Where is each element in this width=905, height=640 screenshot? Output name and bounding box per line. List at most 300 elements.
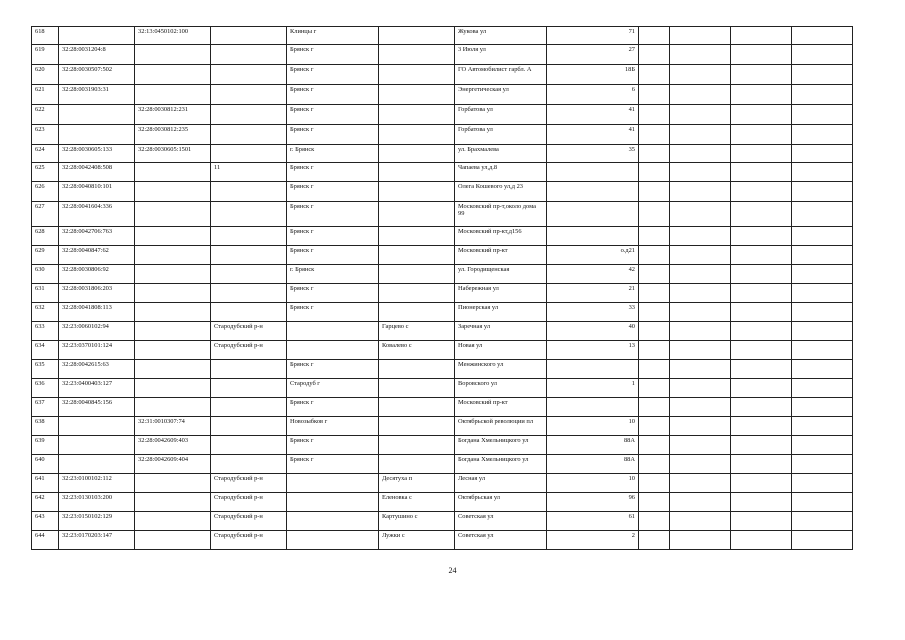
table-cell-empty — [639, 474, 670, 493]
table-cell: 619 — [32, 45, 59, 65]
table-cell-empty — [792, 182, 853, 202]
table-cell — [211, 227, 287, 246]
table-cell: г. Брянск — [287, 265, 379, 284]
table-cell-empty — [792, 125, 853, 145]
table-cell-empty — [670, 303, 731, 322]
table-cell: 88А — [547, 436, 639, 455]
table-cell: 32:28:0031204:8 — [59, 45, 135, 65]
table-cell-empty — [639, 341, 670, 360]
table-cell-empty — [792, 341, 853, 360]
table-cell — [547, 202, 639, 227]
table-cell — [287, 474, 379, 493]
table-cell-empty — [731, 512, 792, 531]
table-cell-empty — [792, 493, 853, 512]
table-cell: 625 — [32, 163, 59, 182]
table-cell: Брянск г — [287, 398, 379, 417]
table-cell: Стародубский р-н — [211, 493, 287, 512]
table-cell — [211, 455, 287, 474]
table-cell: 32:23:0060102:94 — [59, 322, 135, 341]
table-row — [32, 474, 853, 493]
table-cell: 644 — [32, 531, 59, 550]
table-cell: Заречная ул — [455, 322, 547, 341]
table-cell: Брянск г — [287, 303, 379, 322]
table-cell: 42 — [547, 265, 639, 284]
table-cell-empty — [792, 284, 853, 303]
table-cell: Брянск г — [287, 163, 379, 182]
table-cell: 41 — [547, 125, 639, 145]
table-cell: 624 — [32, 145, 59, 163]
table-cell — [379, 360, 455, 379]
table-cell: Стародубский р-н — [211, 474, 287, 493]
table-cell-empty — [670, 125, 731, 145]
table-cell: Брянск г — [287, 202, 379, 227]
table-cell: Стародубский р-н — [211, 322, 287, 341]
table-cell-empty — [731, 85, 792, 105]
table-cell-empty — [639, 379, 670, 398]
table-cell — [211, 303, 287, 322]
table-cell — [379, 105, 455, 125]
table-cell: 32:28:0040810:101 — [59, 182, 135, 202]
table-cell: Стародуб г — [287, 379, 379, 398]
table-cell: Новая ул — [455, 341, 547, 360]
table-cell — [379, 455, 455, 474]
table-cell: Жукова ул — [455, 27, 547, 45]
table-cell: 32:28:0041604:336 — [59, 202, 135, 227]
table-cell-empty — [670, 182, 731, 202]
table-cell: Брянск г — [287, 85, 379, 105]
table-cell: 41 — [547, 105, 639, 125]
table-cell — [135, 246, 211, 265]
table-cell: Горбатова ул — [455, 105, 547, 125]
table-cell — [547, 398, 639, 417]
table-cell — [135, 202, 211, 227]
table-row — [32, 105, 853, 125]
table-cell: 640 — [32, 455, 59, 474]
table-cell: 32:28:0042408:508 — [59, 163, 135, 182]
table-cell-empty — [792, 379, 853, 398]
table-cell: 21 — [547, 284, 639, 303]
table-row — [32, 398, 853, 417]
table-cell: 32:28:0031903:31 — [59, 85, 135, 105]
table-cell: 32:31:0010307:74 — [135, 417, 211, 436]
table-cell-empty — [639, 125, 670, 145]
table-row — [32, 145, 853, 163]
table-cell-empty — [792, 512, 853, 531]
table-cell: 32:13:0450102:100 — [135, 27, 211, 45]
table-cell — [379, 85, 455, 105]
table-cell: Горбатова ул — [455, 125, 547, 145]
table-cell-empty — [639, 145, 670, 163]
table-cell — [135, 474, 211, 493]
table-cell-empty — [731, 202, 792, 227]
table-cell — [547, 182, 639, 202]
table-cell — [59, 27, 135, 45]
table-row — [32, 202, 853, 227]
table-cell — [379, 303, 455, 322]
table-cell-empty — [731, 455, 792, 474]
table-cell-empty — [670, 27, 731, 45]
table-cell: 32:28:0030812:235 — [135, 125, 211, 145]
table-cell-empty — [792, 322, 853, 341]
table-cell-empty — [792, 105, 853, 125]
table-cell-empty — [792, 455, 853, 474]
table-cell — [135, 227, 211, 246]
table-cell: Брянск г — [287, 125, 379, 145]
table-cell-empty — [731, 303, 792, 322]
table-cell: Московский пр-кт — [455, 398, 547, 417]
table-cell: 631 — [32, 284, 59, 303]
table-cell — [287, 493, 379, 512]
table-cell: Московский пр-кт,д156 — [455, 227, 547, 246]
table-cell: 621 — [32, 85, 59, 105]
table-cell-empty — [731, 398, 792, 417]
table-cell-empty — [639, 105, 670, 125]
table-cell — [135, 45, 211, 65]
table-cell-empty — [731, 65, 792, 85]
table-cell: Октябрьская ул — [455, 493, 547, 512]
table-cell-empty — [670, 202, 731, 227]
table-cell-empty — [792, 85, 853, 105]
table-row — [32, 246, 853, 265]
table-cell: 629 — [32, 246, 59, 265]
table-cell-empty — [731, 27, 792, 45]
table-cell: Брянск г — [287, 227, 379, 246]
table-cell: 61 — [547, 512, 639, 531]
table-cell: 623 — [32, 125, 59, 145]
table-cell — [287, 341, 379, 360]
table-cell — [211, 246, 287, 265]
table-cell — [59, 125, 135, 145]
table-cell-empty — [639, 65, 670, 85]
table-cell-empty — [792, 202, 853, 227]
table-cell — [211, 417, 287, 436]
table-cell — [379, 436, 455, 455]
table-cell: 11 — [211, 163, 287, 182]
table-cell: Богдана Хмельницкого ул — [455, 436, 547, 455]
table-cell-empty — [670, 493, 731, 512]
table-cell — [379, 379, 455, 398]
table-cell — [135, 85, 211, 105]
table-cell: Картушино с — [379, 512, 455, 531]
table-cell — [59, 105, 135, 125]
table-cell-empty — [639, 417, 670, 436]
table-cell-empty — [792, 45, 853, 65]
table-cell: 1 — [547, 379, 639, 398]
table-cell — [379, 125, 455, 145]
table-cell: 620 — [32, 65, 59, 85]
table-cell — [547, 163, 639, 182]
table-cell-empty — [792, 398, 853, 417]
table-cell: 636 — [32, 379, 59, 398]
table-cell: Московский пр-т,около дома 99 — [455, 202, 547, 227]
table-cell: 32:28:0031806:203 — [59, 284, 135, 303]
table-cell: 622 — [32, 105, 59, 125]
table-cell — [135, 512, 211, 531]
table-cell: 633 — [32, 322, 59, 341]
table-cell: 32:28:0040845:156 — [59, 398, 135, 417]
table-cell: Брянск г — [287, 45, 379, 65]
table-cell-empty — [670, 360, 731, 379]
table-cell: ул. Брахмалева — [455, 145, 547, 163]
table-cell: 628 — [32, 227, 59, 246]
table-cell: Лужки с — [379, 531, 455, 550]
table-cell: Брянск г — [287, 455, 379, 474]
table-cell — [135, 398, 211, 417]
table-cell — [135, 379, 211, 398]
table-cell: 641 — [32, 474, 59, 493]
table-cell: Лесная ул — [455, 474, 547, 493]
table-row — [32, 303, 853, 322]
table-cell: 32:28:0042609:404 — [135, 455, 211, 474]
table-cell — [211, 379, 287, 398]
table-cell — [135, 493, 211, 512]
table-cell-empty — [639, 45, 670, 65]
table-cell — [59, 455, 135, 474]
table-row — [32, 379, 853, 398]
table-cell-empty — [639, 202, 670, 227]
table-cell: 3 Июля ул — [455, 45, 547, 65]
table-cell-empty — [639, 436, 670, 455]
table-cell: Клинцы г — [287, 27, 379, 45]
table-cell-empty — [639, 398, 670, 417]
table-cell-empty — [731, 322, 792, 341]
table-cell-empty — [639, 85, 670, 105]
table-cell — [379, 145, 455, 163]
table-cell — [211, 284, 287, 303]
table-cell-empty — [670, 284, 731, 303]
table-cell: Менжинского ул — [455, 360, 547, 379]
table-cell — [287, 531, 379, 550]
table-cell-empty — [731, 227, 792, 246]
table-row — [32, 436, 853, 455]
table-row — [32, 65, 853, 85]
table-cell — [379, 182, 455, 202]
table-cell-empty — [792, 531, 853, 550]
table-cell-empty — [731, 284, 792, 303]
table-row — [32, 163, 853, 182]
table-cell: Олега Кошевого ул,д 23 — [455, 182, 547, 202]
table-cell: 32:28:0030605:1501 — [135, 145, 211, 163]
table-cell — [135, 303, 211, 322]
table-cell-empty — [670, 436, 731, 455]
table-cell-empty — [731, 125, 792, 145]
table-cell-empty — [731, 379, 792, 398]
table-cell: 32:23:0170203:147 — [59, 531, 135, 550]
table-cell-empty — [639, 493, 670, 512]
table-cell — [211, 145, 287, 163]
table-cell-empty — [731, 145, 792, 163]
table-cell-empty — [670, 398, 731, 417]
table-row — [32, 45, 853, 65]
table-cell-empty — [731, 182, 792, 202]
table-row — [32, 417, 853, 436]
table-cell-empty — [670, 455, 731, 474]
table-cell: 32:23:0100102:112 — [59, 474, 135, 493]
table-cell-empty — [670, 265, 731, 284]
table-cell — [211, 27, 287, 45]
table-cell-empty — [670, 341, 731, 360]
table-row — [32, 85, 853, 105]
table-cell: Чапаева ул,д.8 — [455, 163, 547, 182]
table-row — [32, 125, 853, 145]
table-cell: 13 — [547, 341, 639, 360]
table-cell: 32:28:0042609:403 — [135, 436, 211, 455]
table-cell-empty — [731, 45, 792, 65]
table-cell: Новозыбков г — [287, 417, 379, 436]
table-row — [32, 27, 853, 45]
table-cell-empty — [670, 85, 731, 105]
table-cell: 630 — [32, 265, 59, 284]
table-cell — [211, 45, 287, 65]
table-cell — [211, 265, 287, 284]
table-cell: ул. Городищенская — [455, 265, 547, 284]
table-cell — [211, 398, 287, 417]
table-cell: Брянск г — [287, 436, 379, 455]
records-table — [31, 26, 853, 550]
table-cell: 32:28:0030605:133 — [59, 145, 135, 163]
page-number: 24 — [448, 566, 457, 575]
table-cell — [379, 202, 455, 227]
table-cell — [135, 531, 211, 550]
table-row — [32, 531, 853, 550]
table-cell-empty — [639, 182, 670, 202]
table-cell — [135, 284, 211, 303]
table-cell: Богдана Хмельницкого ул — [455, 455, 547, 474]
table-cell-empty — [792, 145, 853, 163]
table-cell-empty — [731, 265, 792, 284]
table-cell-empty — [731, 493, 792, 512]
table-cell: Ковалево с — [379, 341, 455, 360]
table-cell-empty — [731, 105, 792, 125]
table-cell — [379, 284, 455, 303]
table-cell: 642 — [32, 493, 59, 512]
table-cell-empty — [639, 265, 670, 284]
table-cell: 635 — [32, 360, 59, 379]
table-cell: 627 — [32, 202, 59, 227]
table-cell — [135, 322, 211, 341]
table-cell: Стародубский р-н — [211, 531, 287, 550]
table-row — [32, 182, 853, 202]
table-cell-empty — [639, 246, 670, 265]
table-cell: 2 — [547, 531, 639, 550]
table-cell-empty — [731, 246, 792, 265]
table-cell-empty — [731, 474, 792, 493]
table-cell-empty — [731, 417, 792, 436]
table-cell-empty — [639, 512, 670, 531]
table-cell — [211, 105, 287, 125]
table-cell-empty — [731, 436, 792, 455]
table-cell: 643 — [32, 512, 59, 531]
table-cell-empty — [670, 417, 731, 436]
table-row — [32, 227, 853, 246]
table-cell: 638 — [32, 417, 59, 436]
table-cell-empty — [670, 474, 731, 493]
table-cell-empty — [639, 284, 670, 303]
table-cell-empty — [639, 27, 670, 45]
table-cell-empty — [731, 163, 792, 182]
table-cell-empty — [792, 436, 853, 455]
table-cell-empty — [792, 417, 853, 436]
table-row — [32, 265, 853, 284]
table-cell-empty — [639, 455, 670, 474]
table-cell-empty — [670, 246, 731, 265]
table-cell-empty — [792, 163, 853, 182]
table-cell — [379, 27, 455, 45]
table-cell-empty — [792, 474, 853, 493]
table-cell — [379, 265, 455, 284]
table-cell-empty — [670, 145, 731, 163]
table-cell: Воровского ул — [455, 379, 547, 398]
table-cell-empty — [670, 163, 731, 182]
table-cell: 32:23:0150102:129 — [59, 512, 135, 531]
table-cell — [287, 512, 379, 531]
table-cell: Брянск г — [287, 105, 379, 125]
table-cell-empty — [670, 531, 731, 550]
table-row — [32, 512, 853, 531]
table-cell: Гарцево с — [379, 322, 455, 341]
table-cell — [379, 246, 455, 265]
table-cell: Энергетическая ул — [455, 85, 547, 105]
table-cell-empty — [639, 303, 670, 322]
table-cell: ГО Автомобилист гарбл. А — [455, 65, 547, 85]
table-cell — [59, 417, 135, 436]
table-cell: Пионерская ул — [455, 303, 547, 322]
table-cell: 32:23:0370101:124 — [59, 341, 135, 360]
table-cell — [211, 125, 287, 145]
table-cell: 40 — [547, 322, 639, 341]
table-cell: г. Брянск — [287, 145, 379, 163]
table-cell: 10 — [547, 474, 639, 493]
table-cell — [547, 227, 639, 246]
table-cell: Стародубский р-н — [211, 341, 287, 360]
table-body — [32, 27, 853, 550]
table-cell: 632 — [32, 303, 59, 322]
table-cell: 32:28:0042615:63 — [59, 360, 135, 379]
table-cell-empty — [792, 227, 853, 246]
table-row — [32, 493, 853, 512]
table-cell — [135, 341, 211, 360]
table-cell: 18Б — [547, 65, 639, 85]
table-cell-empty — [792, 360, 853, 379]
table-cell: Набережная ул — [455, 284, 547, 303]
table-cell: 33 — [547, 303, 639, 322]
table-cell: Советская ул — [455, 531, 547, 550]
table-cell-empty — [670, 379, 731, 398]
table-cell: Брянск г — [287, 246, 379, 265]
table-cell: Десятуха п — [379, 474, 455, 493]
table-cell: 32:28:0030812:231 — [135, 105, 211, 125]
table-cell: Брянск г — [287, 360, 379, 379]
table-cell-empty — [731, 531, 792, 550]
table-cell — [547, 360, 639, 379]
table-cell — [211, 85, 287, 105]
table-cell: 639 — [32, 436, 59, 455]
table-row — [32, 284, 853, 303]
table-cell — [59, 436, 135, 455]
table-cell-empty — [792, 246, 853, 265]
table-cell — [135, 360, 211, 379]
table-cell-empty — [792, 265, 853, 284]
table-row — [32, 360, 853, 379]
table-cell — [135, 182, 211, 202]
table-cell-empty — [792, 27, 853, 45]
table-cell: 32:28:0040847:62 — [59, 246, 135, 265]
table-cell: 71 — [547, 27, 639, 45]
table-cell — [135, 65, 211, 85]
table-cell-empty — [670, 105, 731, 125]
table-cell-empty — [639, 531, 670, 550]
table-cell — [379, 398, 455, 417]
